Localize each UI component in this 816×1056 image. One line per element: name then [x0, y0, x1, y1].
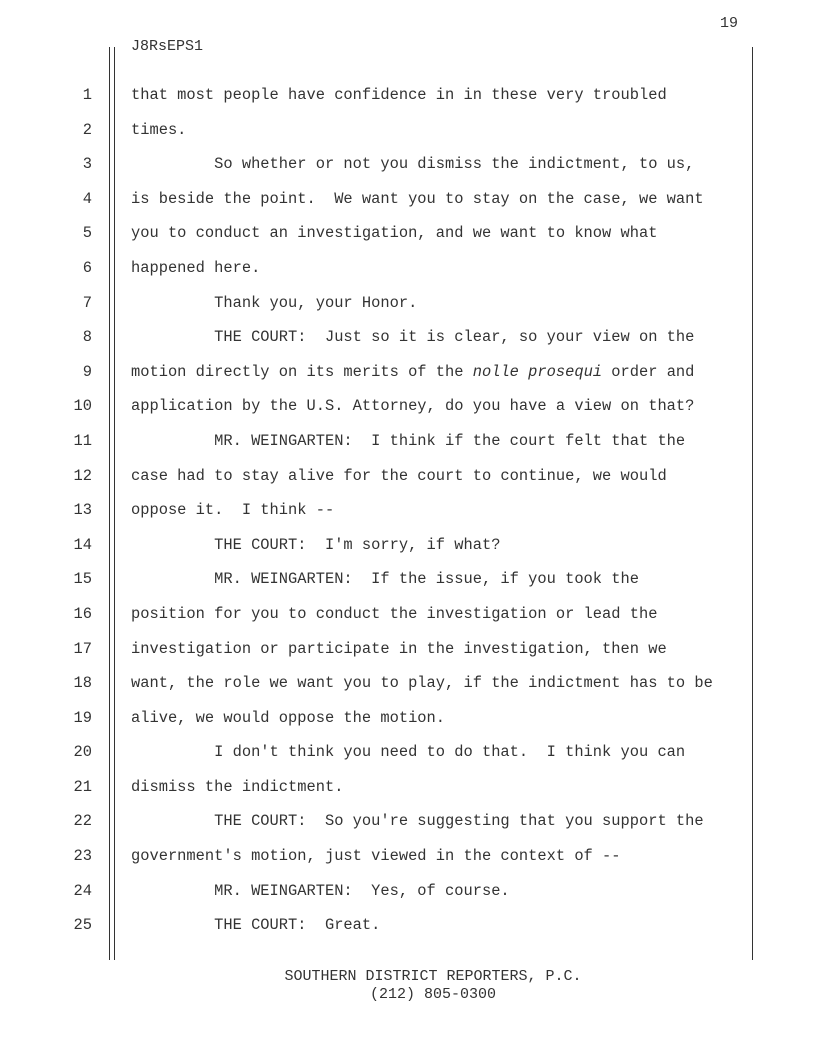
line-number: 4	[82, 189, 92, 208]
transcript-line	[0, 908, 816, 943]
line-text: MR. WEINGARTEN: If the issue, if you took the	[131, 570, 639, 589]
transcript-line	[0, 874, 816, 909]
line-text: I don't think you need to do that. I think you can	[131, 743, 686, 762]
footer-phone: (212) 805-0300	[369, 986, 497, 1003]
line-text: Thank you, your Honor.	[131, 293, 418, 312]
line-number: 7	[82, 293, 92, 312]
transcript-line	[0, 216, 816, 251]
line-text-segment: order and	[602, 362, 695, 381]
line-number: 3	[82, 155, 92, 174]
line-number: 12	[73, 466, 92, 485]
transcript-line	[0, 78, 816, 113]
line-text: oppose it. I think --	[131, 501, 335, 520]
transcript-line	[0, 804, 816, 839]
transcript-line	[0, 735, 816, 770]
line-number: 23	[73, 847, 92, 866]
transcript-line	[0, 320, 816, 355]
footer	[0, 968, 816, 1004]
line-text: government's motion, just viewed in the context of --	[131, 847, 621, 866]
line-text-italic: nolle prosequi	[472, 362, 603, 381]
line-text: want, the role we want you to play, if the indictment has to be	[131, 674, 713, 693]
line-number: 13	[73, 501, 92, 520]
transcript-line	[0, 493, 816, 528]
line-number: 10	[73, 397, 92, 416]
line-text: investigation or participate in the investigation, then we	[131, 639, 667, 658]
page-number: 19	[719, 15, 738, 32]
transcript-line	[0, 424, 816, 459]
transcript-line	[0, 528, 816, 563]
transcript-line	[0, 355, 816, 390]
transcript-line	[0, 562, 816, 597]
line-number: 2	[82, 120, 92, 139]
line-text: happened here.	[131, 258, 261, 277]
transcript-line	[0, 459, 816, 494]
transcript-line	[0, 389, 816, 424]
line-text: alive, we would oppose the motion.	[131, 708, 446, 727]
line-number: 5	[82, 224, 92, 243]
transcript-line	[0, 251, 816, 286]
line-text: THE COURT: Great.	[131, 916, 381, 935]
line-number: 6	[82, 258, 92, 277]
transcript-line	[0, 632, 816, 667]
line-number: 11	[73, 431, 92, 450]
line-text: dismiss the indictment.	[131, 777, 344, 796]
transcript-body	[0, 78, 816, 943]
line-number: 1	[82, 86, 92, 104]
transcript-line	[0, 839, 816, 874]
case-id: J8RsEPS1	[131, 38, 204, 55]
transcript-line	[0, 701, 816, 736]
transcript-line	[0, 597, 816, 632]
transcript-line	[0, 770, 816, 805]
line-text: application by the U.S. Attorney, do you have a view on that?	[131, 397, 695, 416]
line-number: 15	[73, 570, 92, 589]
line-text: case had to stay alive for the court to continue, we would	[131, 466, 667, 485]
line-number: 22	[73, 812, 92, 831]
line-text: MR. WEINGARTEN: Yes, of course.	[131, 881, 510, 900]
line-number: 20	[73, 743, 92, 762]
transcript-line	[0, 666, 816, 701]
transcript-line	[0, 182, 816, 217]
line-number: 21	[73, 777, 92, 796]
line-text: MR. WEINGARTEN: I think if the court felt that the	[131, 431, 686, 450]
line-text: THE COURT: I'm sorry, if what?	[131, 535, 501, 554]
line-text: So whether or not you dismiss the indictment, to us,	[131, 155, 695, 174]
line-number: 17	[73, 639, 92, 658]
line-number: 8	[82, 328, 92, 347]
line-number: 19	[73, 708, 92, 727]
line-text	[131, 355, 694, 390]
line-number: 24	[73, 881, 92, 900]
footer-company: SOUTHERN DISTRICT REPORTERS, P.C.	[284, 968, 582, 985]
line-text-segment: motion directly on its merits of the	[131, 362, 473, 381]
transcript-line	[0, 147, 816, 182]
line-text: is beside the point. We want you to stay on the case, we want	[131, 189, 704, 208]
line-number: 14	[73, 535, 92, 554]
line-text: that most people have confidence in in these very troubled	[131, 86, 667, 104]
line-number: 9	[82, 362, 92, 381]
transcript-line	[0, 113, 816, 148]
transcript-line	[0, 286, 816, 321]
line-number: 25	[73, 916, 92, 935]
line-text: position for you to conduct the investigation or lead the	[131, 604, 658, 623]
line-text: THE COURT: So you're suggesting that you support the	[131, 812, 704, 831]
line-text: you to conduct an investigation, and we want to know what	[131, 224, 658, 243]
line-text: times.	[131, 120, 187, 139]
line-number: 18	[73, 674, 92, 693]
line-number: 16	[73, 604, 92, 623]
line-text: THE COURT: Just so it is clear, so your view on the	[131, 328, 695, 347]
